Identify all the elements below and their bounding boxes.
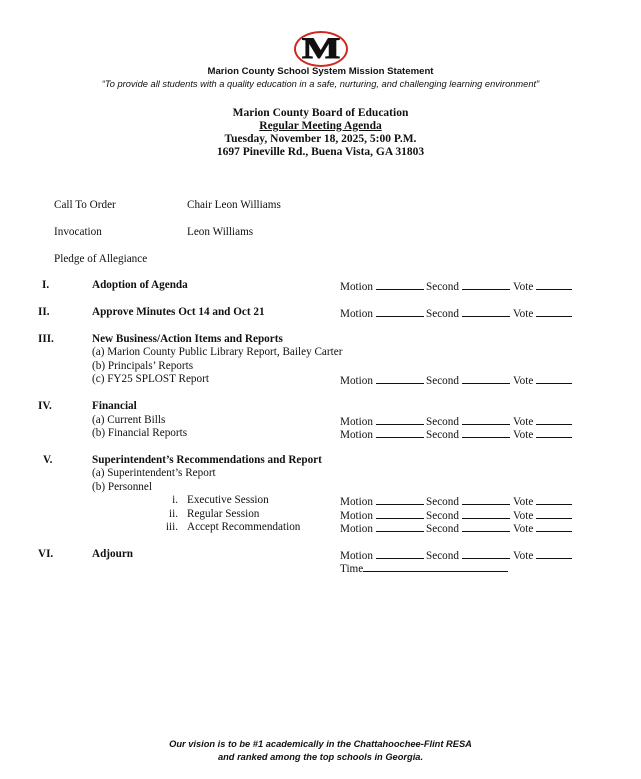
agenda-item: (b) Principals’ Reports [92,359,194,372]
mission-quote: “To provide all students with a quality education in a safe, nurturing, and challenging learning environment” [101,79,540,89]
opening-label: Pledge of Allegiance [54,253,148,265]
second-field: Second [426,427,510,442]
second-field: Second [426,279,510,294]
second-field: Second [426,414,510,429]
agenda-item: (a) Marion County Public Library Report, Bailey Carter [92,346,343,359]
motion-field: Motion [340,548,424,563]
opening-person: Chair Leon Williams [187,199,281,211]
time-field: Time [340,561,508,576]
second-blank [462,548,510,559]
agenda-item: (c) FY25 SPLOST Report [92,373,209,386]
second-blank [462,414,510,425]
vote-blank [536,306,572,317]
vision-line-1: Our vision is to be #1 academically in the Chattahoochee-Flint RESA [169,739,472,749]
agenda-item: (a) Superintendent’s Report [92,467,216,480]
second-blank [462,306,510,317]
meeting-address: 1697 Pineville Rd., Buena Vista, GA 31803 [216,146,425,158]
second-field: Second [426,494,510,509]
second-field: Second [426,373,510,388]
motion-blank [376,279,424,290]
second-field: Second [426,306,510,321]
section-title: Financial [92,400,137,413]
motion-field: Motion [340,508,424,523]
vote-field: Vote [513,508,572,523]
motion-field: Motion [340,279,424,294]
second-blank [462,494,510,505]
section-number: III. [38,333,54,345]
item-numeral: i. [172,494,178,507]
agenda-item: (a) Current Bills [92,413,166,426]
opening-label: Call To Order [54,199,116,211]
motion-field: Motion [340,306,424,321]
section-number: I. [42,279,50,291]
agenda-title: Regular Meeting Agenda [259,120,382,132]
section-title: Superintendent’s Recommendations and Report [92,454,322,466]
opening-label: Invocation [54,226,102,238]
section-number: II. [38,306,50,318]
section-number: V. [43,454,53,466]
vote-field: Vote [513,279,572,294]
vote-blank [536,508,572,519]
motion-blank [376,306,424,317]
motion-blank [376,427,424,438]
agenda-item: Executive Session [187,494,269,507]
motion-blank [376,508,424,519]
board-name: Marion County Board of Education [232,107,409,119]
vote-blank [536,521,572,532]
second-blank [462,427,510,438]
school-logo: M [294,31,348,67]
second-field: Second [426,521,510,536]
vote-field: Vote [513,521,572,536]
item-numeral: iii. [165,521,178,533]
vote-blank [536,427,572,438]
vote-blank [536,279,572,290]
second-field: Second [426,548,510,563]
section-title: Adjourn [92,548,134,560]
motion-blank [376,494,424,505]
vote-field: Vote [513,548,572,563]
vote-field: Vote [513,414,572,429]
motion-field: Motion [340,427,424,442]
vote-field: Vote [513,306,572,321]
vote-blank [536,373,572,384]
motion-blank [376,548,424,559]
vote-field: Vote [513,494,572,509]
section-number: IV. [38,400,52,413]
section-number: VI. [38,548,54,560]
vote-blank [536,548,572,559]
time-blank [363,561,508,572]
motion-field: Motion [340,414,424,429]
motion-field: Motion [340,521,424,536]
section-title: Approve Minutes Oct 14 and Oct 21 [92,306,265,318]
motion-field: Motion [340,494,424,509]
second-blank [462,373,510,384]
opening-person: Leon Williams [187,226,254,238]
second-blank [462,508,510,519]
agenda-item: (b) Personnel [92,480,152,493]
meeting-date: Tuesday, November 18, 2025, 5:00 P.M. [224,133,417,145]
agenda-item: (b) Financial Reports [92,427,188,439]
vote-blank [536,414,572,425]
section-title: Adoption of Agenda [92,279,188,291]
vote-blank [536,494,572,505]
motion-blank [376,373,424,384]
motion-blank [376,521,424,532]
vote-field: Vote [513,427,572,442]
second-blank [462,521,510,532]
item-numeral: ii. [168,507,178,520]
section-title: New Business/Action Items and Reports [92,333,283,345]
second-blank [462,279,510,290]
agenda-item: Regular Session [187,507,260,520]
mission-title: Marion County School System Mission Statement [207,66,434,77]
motion-field: Motion [340,373,424,388]
vision-line-2: and ranked among the top schools in Georgia. [217,752,424,762]
second-field: Second [426,508,510,523]
agenda-item: Accept Recommendation [187,521,301,533]
vote-field: Vote [513,373,572,388]
motion-blank [376,414,424,425]
